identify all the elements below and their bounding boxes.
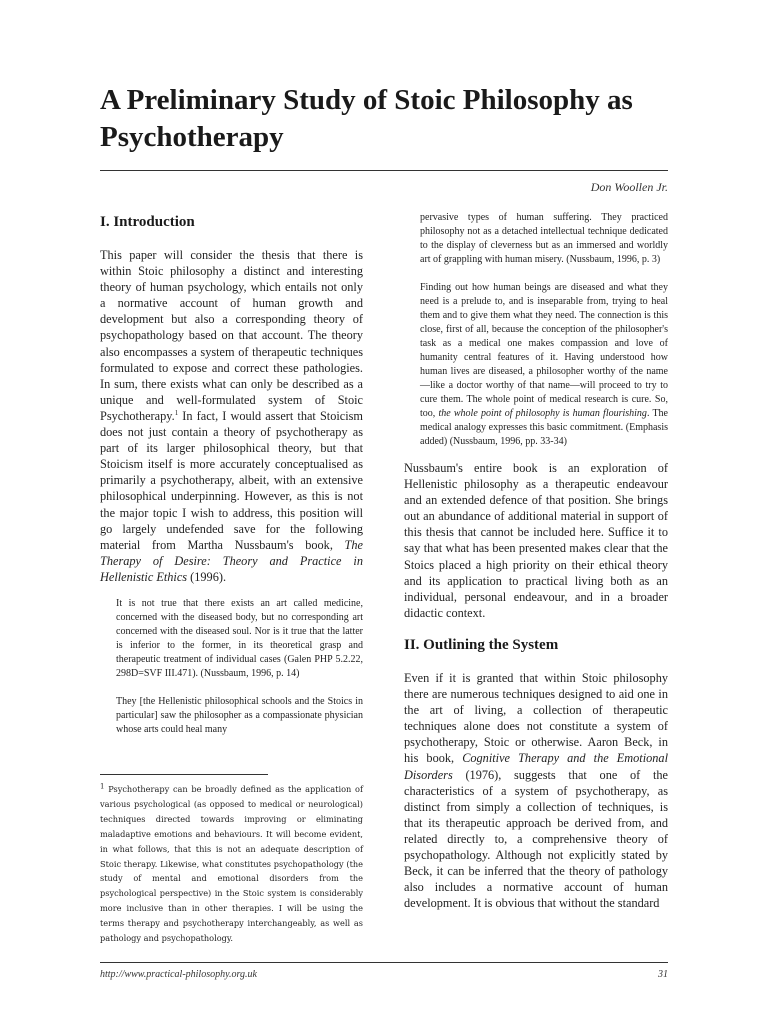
outlining-text-a: Even if it is granted that within Stoic philosophy there are numerous techniques designed to aid one in the art of living, a collection of therapeutic techniques alone does not constitute a system of psychotherapy, Stoic or otherwise. Aaron Beck, in his book, — [404, 670, 668, 766]
quote-text-a: Finding out how human beings are diseased and what they need is a prelude to, and is inseparable from, trying to heal them and to give them what they need. The connection is this close, first of all, because the conception of the philosopher's task as a medical one makes compassion and love of humanity central features of it. Having understood how human lives are diseased, a philosopher worthy of the name—like a doctor worthy of that name—will proceed to try to cure them. The whole point of medical research is cure. So, too, — [420, 282, 668, 419]
page-title: A Preliminary Study of Stoic Philosophy as Psychotherapy — [100, 84, 633, 153]
block-quote-flourishing — [420, 281, 668, 449]
page-number: 31 — [658, 969, 668, 980]
block-quote-physician-continued: pervasive types of human suffering. They practiced philosophy not as a detached intellectual technique dedicated to the display of cleverness but as an immersed and worldly art of grappling with human misery. (Nussbaum, 1996, p. 3) — [420, 212, 668, 265]
section-heading-introduction: I. Introduction — [100, 214, 195, 230]
title-divider — [100, 170, 668, 171]
outlining-paragraph — [404, 670, 668, 911]
footnote-text: Psychotherapy can be broadly defined as the application of various psychological (as opposed to medical or neurological) techniques directed towards improving or eliminating maladaptive emotions and behaviours. It will become evident, in what follows, that this is not an adequate description of Stoic therapy. Likewise, what constitutes psychopathology (the study of mental and emotional disorders from the psychological perspective) in the Stoic system is considerably more inclusive than in other therapies. I will be using the terms therapy and psychotherapy interchangeably, as well as pathology and psychopathology. — [100, 784, 363, 944]
footnote — [100, 782, 363, 946]
intro-paragraph — [100, 247, 363, 585]
section-heading-outlining: II. Outlining the System — [404, 636, 559, 653]
book-title-therapy-of-desire: The Therapy of Desire: Theory and Practice in Hellenistic Ethics — [100, 537, 363, 584]
outlining-text-b: (1976), suggests that one of the characteristics of a system of psychotherapy, as distinct from simply a collection of techniques, is that its therapeutic approach be derived from, and related directly to, a comprehensive theory of psychopathology. Although not explicitly stated by Beck, it can be inferred that the theory of pathology also includes a normative account of human development. It is obvious that without the standard — [404, 767, 668, 911]
nussbaum-paragraph: Nussbaum's entire book is an exploration of Hellenistic philosophy as a therapeutic endeavour and an extended defence of that position. She brings out an abundance of additional material in support of this thesis that cannot be included here. Suffice it to say that what has been presented makes clear that the Stoics placed a high priority on their ethical theory and its application to practical living both as an individual, personal endeavour, and in a broader didactic context. — [404, 461, 668, 620]
quote-emphasis: the whole point of philosophy is human flourishing — [438, 408, 647, 419]
footnote-marker: 1 — [100, 782, 105, 791]
block-quote-physician: They [the Hellenistic philosophical schools and the Stoics in particular] saw the philosopher as a compassionate physician whose arts could heal many — [116, 695, 363, 735]
footnote-divider — [100, 774, 268, 775]
footnote-ref[interactable]: 1 — [174, 408, 179, 417]
intro-text-a: This paper will consider the thesis that there is within Stoic philosophy a distinct and interesting theory of human psychology, which entails not only a normative account of human growth and development but also a corresponding theory of psychopathology based on that account. The theory also encompasses a system of therapeutic techniques formulated to expose and correct these pathologies. In sum, there exists what can only be described as a unique and well-formulated system of Stoic Psychotherapy. — [100, 248, 363, 423]
right-column — [404, 210, 668, 911]
book-title-cognitive-therapy: Cognitive Therapy and the Emotional Disorders — [404, 751, 668, 782]
author-name: Don Woollen Jr. — [590, 180, 668, 194]
intro-text-b: In fact, I would assert that Stoicism does not just contain a theory of psychotherapy as part of its larger philosophical theory, but that Stoicism itself is more accurately conceptualised as primarily a psychotherapy, albeit, with an extensive philosophical underpinning. However, as this is not the major topic I wish to address, this position will go largely undefended save for the following material from Martha Nussbaum's book, — [100, 408, 363, 552]
footer-url-link[interactable]: http://www.practical-philosophy.org.uk — [100, 969, 257, 980]
left-column — [100, 210, 363, 737]
footer-divider — [100, 962, 668, 963]
block-quote-galen: It is not true that there exists an art called medicine, concerned with the diseased body, but no corresponding art concerned with the diseased soul. Nor is it true that the latter is inferior to the former, in its theoretical grasp and therapeutic treatment of individual cases (Galen PHP 5.2.22, 298D=SVF III.471). (Nussbaum, 1996, p. 14) — [116, 597, 363, 679]
quote-text-b: . The medical analogy expresses this basic commitment. (Emphasis added) (Nussbaum, 1996, pp. 33-34) — [420, 408, 668, 447]
intro-text-c: (1996). — [187, 569, 227, 584]
